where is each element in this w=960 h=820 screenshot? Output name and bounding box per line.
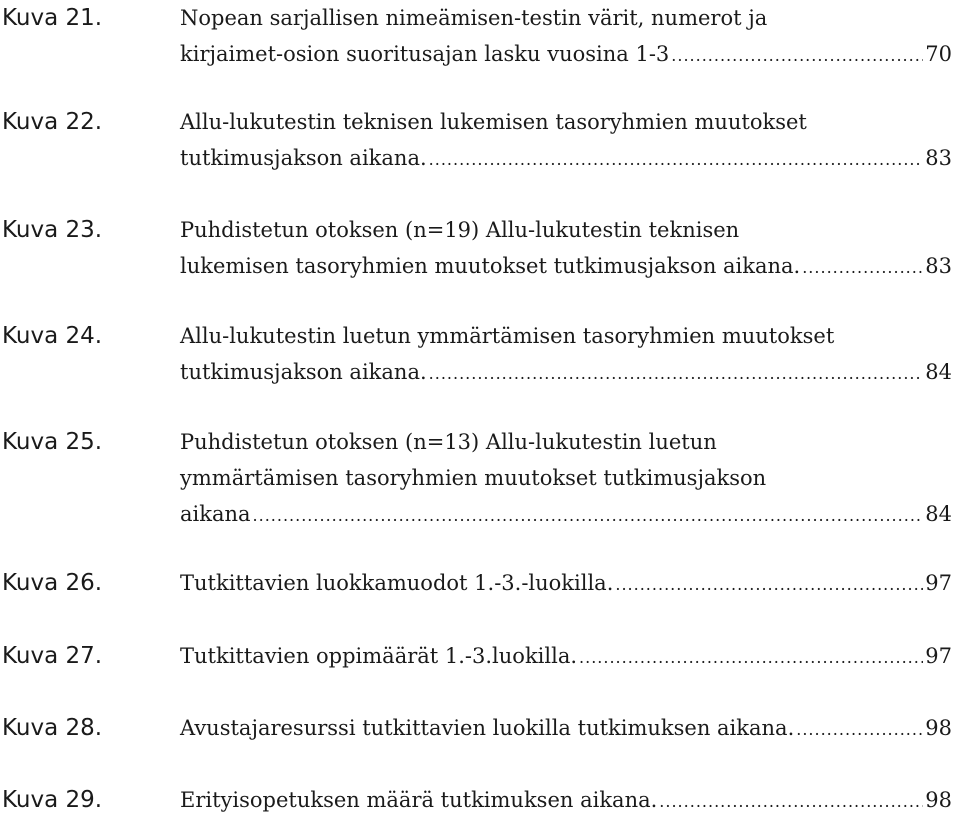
- caption-last-line: [180, 710, 952, 746]
- caption-last-line: [180, 782, 952, 818]
- caption-last-line: [180, 36, 952, 72]
- figure-label: Kuva 26.: [2, 570, 103, 596]
- figure-label: Kuva 21.: [2, 5, 103, 31]
- dot-leader: [615, 567, 923, 603]
- dot-leader: [671, 38, 923, 74]
- caption-line: Avustajaresurssi tutkittavien luokilla tutkimuksen aikana.: [180, 716, 795, 740]
- caption-line: Nopean sarjallisen nimeämisen-testin värit, numerot ja: [180, 6, 768, 30]
- figure-caption: [180, 424, 952, 532]
- page-number: 84: [925, 360, 952, 384]
- figure-caption: [180, 782, 952, 818]
- caption-line: Puhdistetun otoksen (n=19) Allu-lukutestin teknisen: [180, 218, 740, 242]
- caption-line: tutkimusjakson aikana.: [180, 360, 427, 384]
- figure-caption: [180, 710, 952, 746]
- page-number: 83: [925, 146, 952, 170]
- dot-leader: [796, 712, 923, 748]
- figure-label: Kuva 24.: [2, 323, 103, 349]
- caption-line: Allu-lukutestin teknisen lukemisen tasoryhmien muutokset: [180, 110, 807, 134]
- caption-line: Erityisopetuksen määrä tutkimuksen aikana.: [180, 788, 658, 812]
- page-number: 98: [925, 716, 952, 740]
- dot-leader: [253, 498, 924, 534]
- figure-label: Kuva 28.: [2, 715, 103, 741]
- caption-line: kirjaimet-osion suoritusajan lasku vuosina 1-3: [180, 42, 670, 66]
- figure-caption: [180, 212, 952, 284]
- caption-last-line: [180, 496, 952, 532]
- caption-line: aikana: [180, 502, 251, 526]
- caption-last-line: [180, 638, 952, 674]
- caption-last-line: [180, 248, 952, 284]
- figure-label: Kuva 29.: [2, 787, 103, 813]
- figure-label: Kuva 25.: [2, 429, 103, 455]
- page-number: 83: [925, 254, 952, 278]
- figure-label: Kuva 23.: [2, 217, 103, 243]
- page-number: 98: [925, 788, 952, 812]
- caption-line: tutkimusjakson aikana.: [180, 146, 427, 170]
- caption-line: Tutkittavien luokkamuodot 1.-3.-luokilla.: [180, 571, 614, 595]
- caption-line: Allu-lukutestin luetun ymmärtämisen tasoryhmien muutokset: [180, 324, 835, 348]
- figure-caption: [180, 0, 952, 72]
- caption-last-line: [180, 354, 952, 390]
- dot-leader: [429, 142, 924, 178]
- page-number: 84: [925, 502, 952, 526]
- figure-label: Kuva 27.: [2, 643, 103, 669]
- figure-label: Kuva 22.: [2, 109, 103, 135]
- page-number: 97: [925, 571, 952, 595]
- caption-line: lukemisen tasoryhmien muutokset tutkimusjakson aikana.: [180, 254, 801, 278]
- caption-line: ymmärtämisen tasoryhmien muutokset tutkimusjakson: [180, 466, 767, 490]
- page-number: 97: [925, 644, 952, 668]
- figure-caption: [180, 565, 952, 601]
- dot-leader: [802, 250, 923, 286]
- figure-caption: [180, 104, 952, 176]
- dot-leader: [659, 784, 923, 820]
- dot-leader: [429, 356, 924, 392]
- caption-last-line: [180, 140, 952, 176]
- page-number: 70: [925, 42, 952, 66]
- dot-leader: [579, 640, 923, 676]
- figure-caption: [180, 638, 952, 674]
- figure-caption: [180, 318, 952, 390]
- caption-last-line: [180, 565, 952, 601]
- caption-line: Tutkittavien oppimäärät 1.-3.luokilla.: [180, 644, 578, 668]
- caption-line: Puhdistetun otoksen (n=13) Allu-lukutestin luetun: [180, 430, 717, 454]
